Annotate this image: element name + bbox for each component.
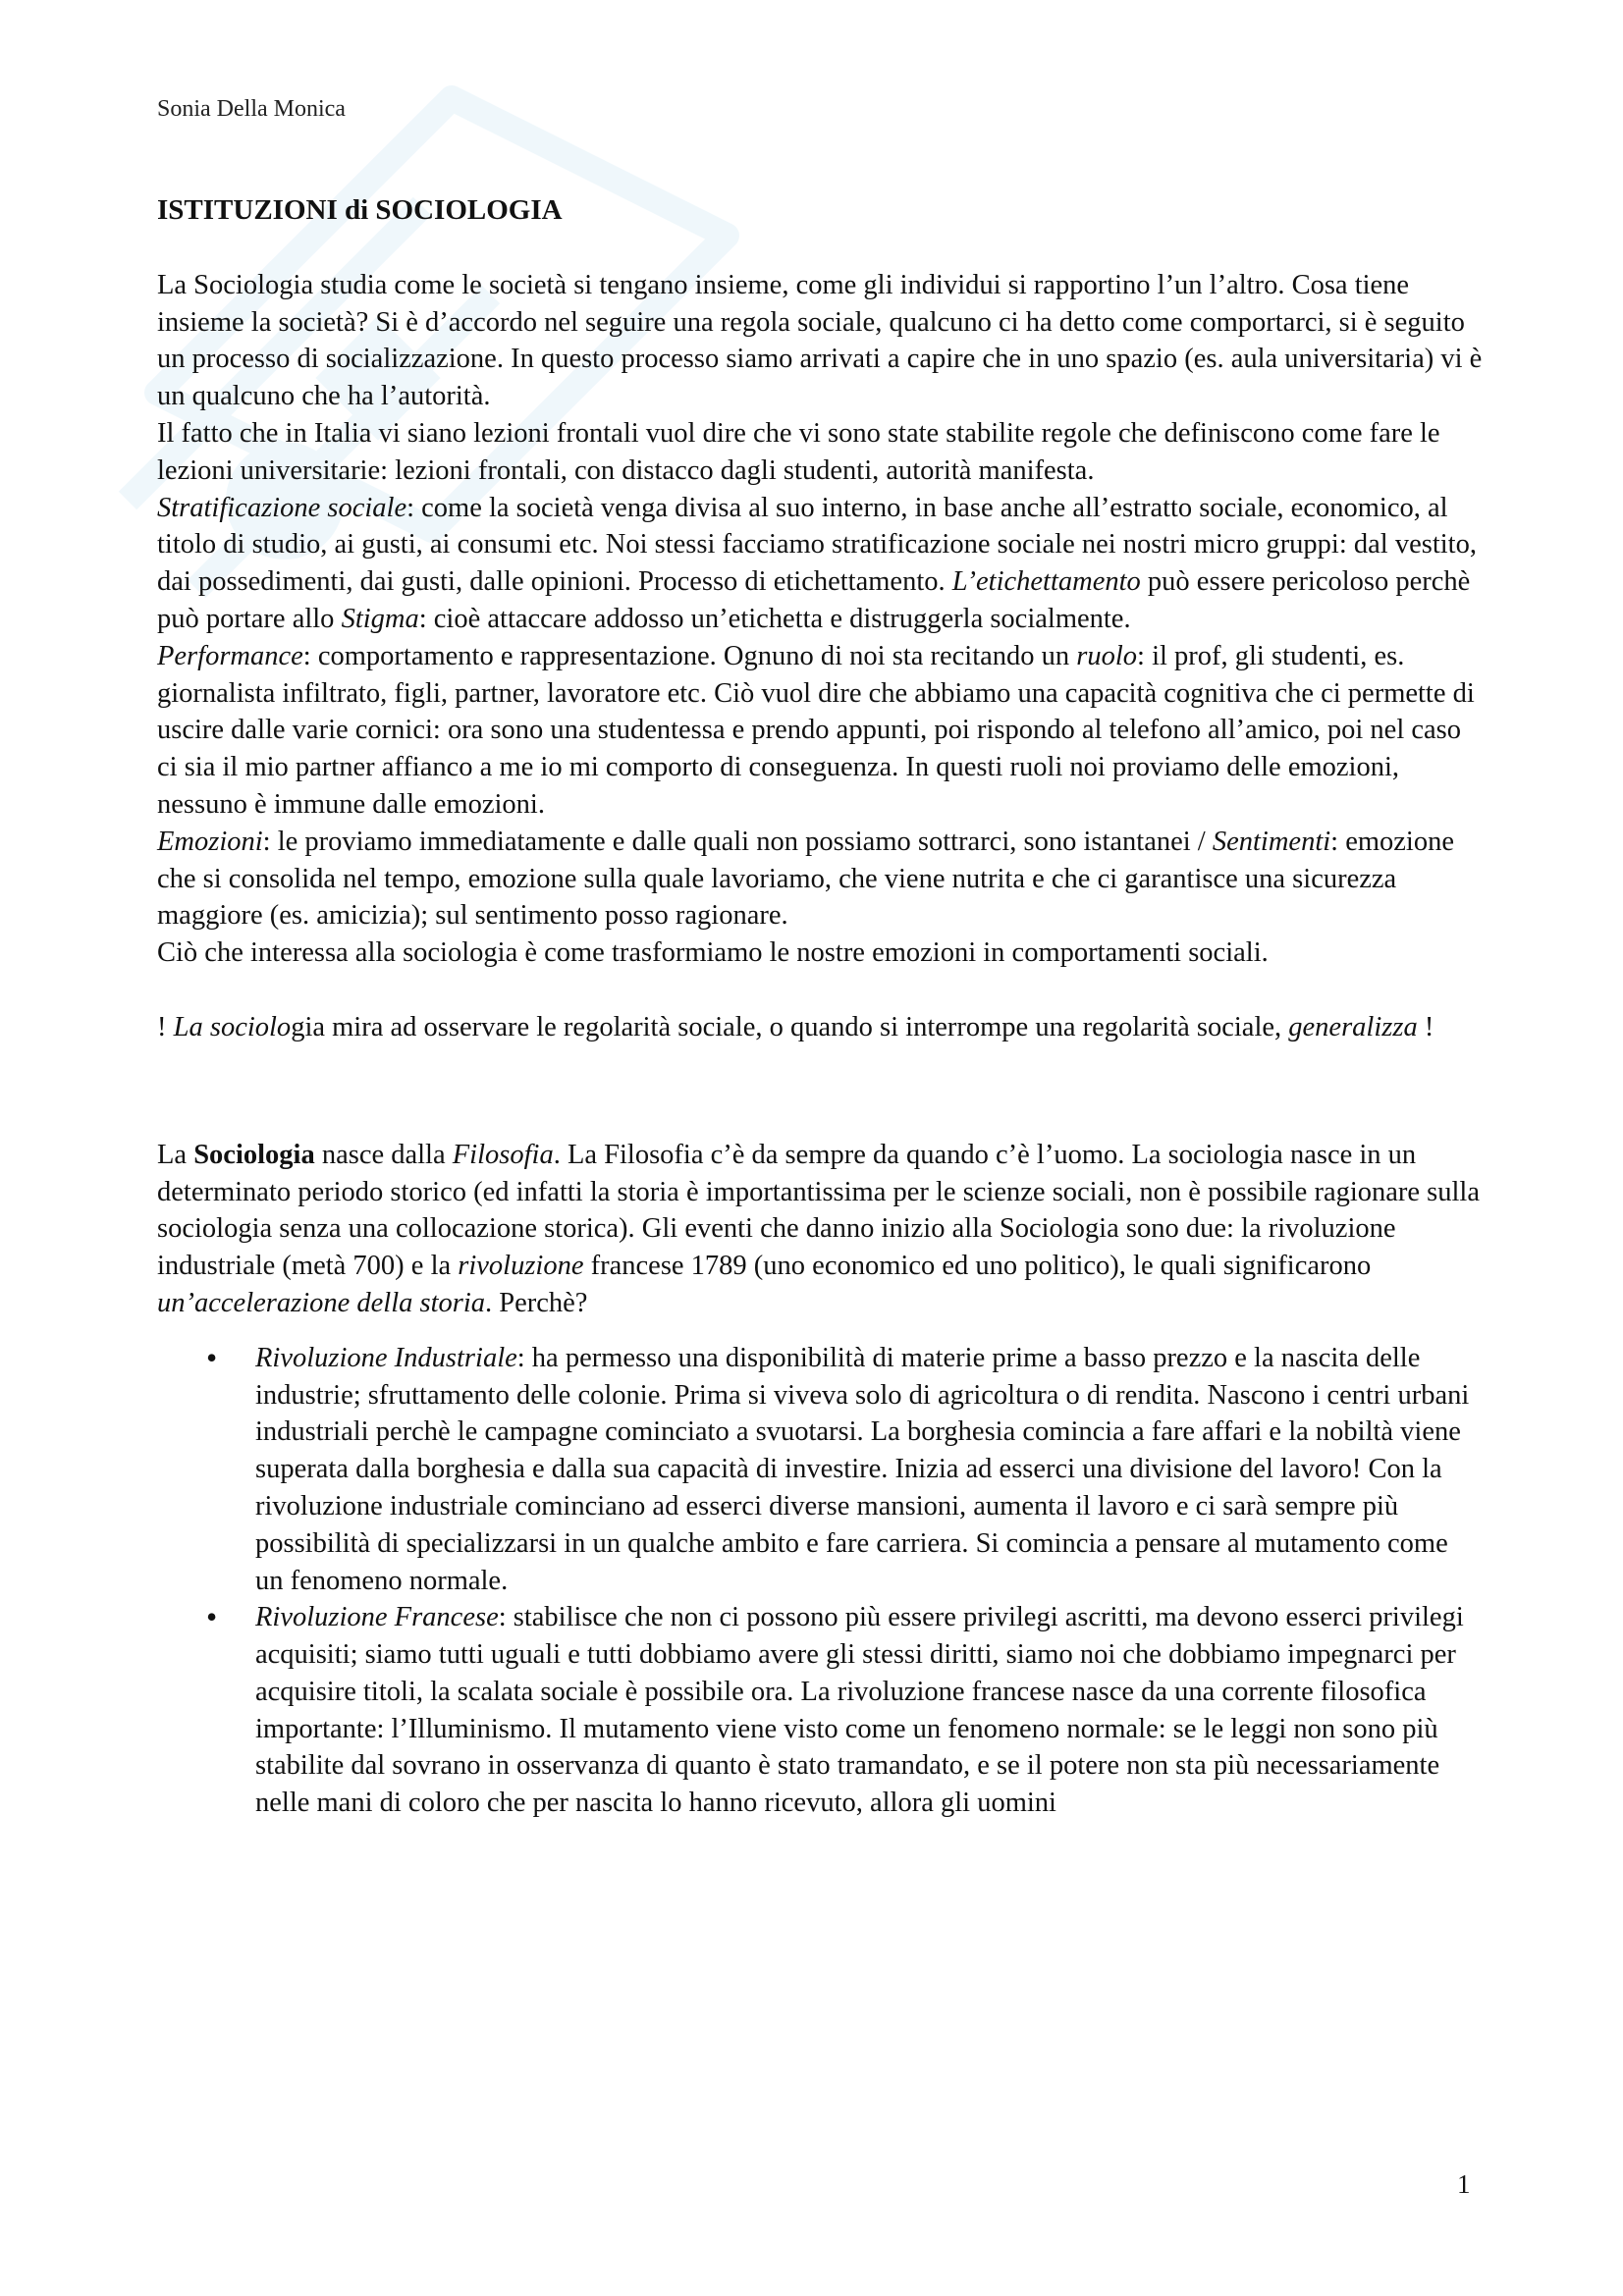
page-number: 1	[1457, 2169, 1471, 2199]
text-run: : le proviamo immediatamente e dalle quali non possiamo sottrarci, sono istantanei /	[262, 826, 1213, 857]
text-run: ruolo	[1076, 640, 1138, 671]
document-title: ISTITUZIONI di SOCIOLOGIA	[157, 194, 563, 226]
text-run: : stabilisce che non ci possono più essere privilegi ascritti, ma devono esserci privilegi acquisiti; siamo tutti uguali e tutti dobbiamo avere gli stessi diritti, siamo noi che dobbiamo impegnarci per acquisire titoli, la scalata sociale è possibile ora. La rivoluzione francese nasce da una corrente filosofica importante: l’Illuminismo. Il mutamento viene visto come un fenomeno normale: se le leggi non sono più stabilite dal sovrano in osservanza di quanto è stato tramandato, e se il potere non sta più necessariamente nelle mani di coloro che per nascita lo hanno ricevuto, allora gli uomini	[255, 1602, 1464, 1819]
text-run: francese 1789 (uno economico ed uno politico), le quali significarono	[583, 1251, 1372, 1282]
text-run: Emozioni	[157, 826, 263, 857]
bullet-rivoluzione-industriale	[255, 1340, 1483, 1600]
paragraph-performance	[157, 638, 1483, 824]
text-run: nasce dalla	[314, 1139, 453, 1170]
bullet-rivoluzione-francese	[255, 1599, 1483, 1822]
text-run: L’etichettamento	[951, 566, 1141, 598]
text-run: Filosofia	[452, 1139, 554, 1170]
text-run: Sociologia	[193, 1139, 315, 1170]
text-run: !	[1417, 1011, 1434, 1042]
text-run: La	[157, 1139, 194, 1170]
paragraph-emozioni	[157, 824, 1483, 934]
text-run: La sociolo	[173, 1011, 292, 1042]
text-run: : il prof, gli studenti, es. giornalista infiltrato, figli, partner, lavoratore etc. Ciò vuol dire che abbiamo una capacità cognitiva che ci permette di uscire dalle varie cornici: ora sono una studentessa e prendo appunti, poi rispondo al telefono all’amico, poi nel caso ci sia il mio partner affianco a me io mi comporto di conseguenza. In questi ruoli noi proviamo delle emozioni, nessuno è immune dalle emozioni.	[157, 640, 1475, 820]
document-body	[157, 192, 1483, 1822]
text-run: . La Filosofia c’è da sempre da quando c’è l’uomo. La sociologia nasce in un determinato periodo storico (ed infatti la storia è importantissima per le scienze sociali, non è possibile ragionare sulla sociologia senza una collocazione storica). Gli eventi che danno inizio alla Sociologia sono due: la rivoluzione industriale (metà 700) e la	[157, 1139, 1481, 1282]
text-run: : ha permesso una disponibilità di materie prime a basso prezzo e la nascita delle industrie; sfruttamento delle colonie. Prima si viveva solo di agricoltura o di rendita. Nascono i centri urbani industriali perchè le campagne cominciato a svuotarsi. La borghesia comincia a fare affari e la nobiltà viene superata dalla borghesia e dalla sua capacità di investire. Inizia ad esserci una divisione del lavoro! Con la rivoluzione industriale cominciano ad esserci diverse mansioni, aumenta il lavoro e ci sarà sempre più possibilità di specializzarsi in un qualche ambito e fare carriera. Si comincia a pensare al mutamento come un fenomeno normale.	[255, 1342, 1470, 1596]
text-run: Il fatto che in Italia vi siano lezioni frontali vuol dire che vi sono state stabilite regole che definiscono come fare le lezioni universitarie: lezioni frontali, con distacco dagli studenti, autorità manifesta.	[157, 417, 1440, 486]
text-run: Rivoluzione Industriale	[255, 1342, 517, 1373]
text-run: Ciò che interessa alla sociologia è come trasformiamo le nostre emozioni in comportamenti sociali.	[157, 937, 1269, 969]
paragraph-comportamenti	[157, 934, 1483, 972]
paragraph-note	[157, 1009, 1483, 1046]
paragraph-origini	[157, 1137, 1483, 1322]
text-run: generalizza	[1288, 1011, 1418, 1042]
text-run: Stigma	[341, 603, 419, 634]
text-run: La Sociologia studia come le società si tengano insieme, come gli individui si rapportino l’un l’altro. Cosa tiene insieme la società? Si è d’accordo nel seguire una regola sociale, qualcuno ci ha detto come comportarci, si è seguito un processo di socializzazione. In questo processo siamo arrivati a capire che in uno spazio (es. aula universitaria) vi è un qualcuno che ha l’autorità.	[157, 269, 1483, 412]
text-run: può essere pericoloso perchè può portare allo	[157, 566, 1471, 634]
header-author: Sonia Della Monica	[157, 96, 346, 122]
text-run: : cioè attaccare addosso un’etichetta e distruggerla socialmente.	[418, 603, 1131, 634]
text-run: . Perchè?	[485, 1287, 588, 1318]
text-run: !	[157, 1011, 174, 1042]
bullet-list	[157, 1340, 1483, 1822]
text-run: : emozione che si consolida nel tempo, emozione sulla quale lavoriamo, che viene nutrita e che ci garantisce una sicurezza maggiore (es. amicizia); sul sentimento posso ragionare.	[157, 826, 1455, 932]
text-run: Stratificazione sociale	[157, 492, 407, 523]
text-run: rivoluzione	[458, 1251, 584, 1282]
paragraph-lezioni-frontali	[157, 415, 1483, 490]
text-run: Performance	[157, 640, 303, 671]
paragraph-stratificazione	[157, 490, 1483, 638]
text-run: un’accelerazione della storia	[157, 1287, 486, 1318]
text-run: : comportamento e rappresentazione. Ognuno di noi sta recitando un	[302, 640, 1077, 671]
text-run: Rivoluzione Francese	[255, 1602, 499, 1633]
text-run: gia mira ad osservare le regolarità sociale, o quando si interrompe una regolarità sociale,	[291, 1011, 1289, 1042]
paragraph-intro	[157, 267, 1483, 415]
text-run: : come la società venga divisa al suo interno, in base anche all’estratto sociale, economico, al titolo di studio, ai gusti, ai consumi etc. Noi stessi facciamo stratificazione sociale nei nostri micro gruppi: dal vestito, dai possedimenti, dai gusti, dalle opinioni. Processo di etichettamento.	[157, 492, 1477, 598]
text-run: Sentimenti	[1212, 826, 1331, 857]
